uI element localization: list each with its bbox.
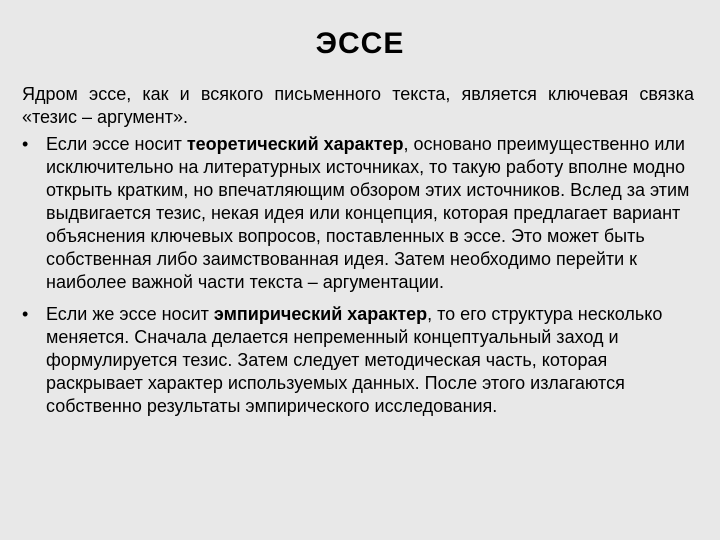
bullet-marker: • bbox=[22, 304, 29, 324]
bullet-text-after: , то его структура несколько меняется. Сначала делается непременный концептуальный заход и формулируется тезис. Затем следует методическая часть, которая раскрывает характер используемых данных. После этого излагаются собственно результаты эмпирического исследования. bbox=[46, 304, 663, 416]
slide-title: ЭССЕ bbox=[315, 27, 405, 60]
bullet-emphasis: эмпирический характер bbox=[213, 304, 428, 324]
intro-paragraph: Ядром эссе, как и всякого письменного текста, является ключевая связка «тезис – аргумент». bbox=[22, 84, 694, 127]
bullet-marker: • bbox=[22, 134, 29, 154]
bullet-item-empirical bbox=[22, 303, 694, 418]
bullet-item-theoretical bbox=[22, 133, 694, 294]
slide-content bbox=[22, 83, 694, 427]
bullet-text-after: , основано преимущественно или исключительно на литературных источниках, то такую работу вполне модно открыть кратким, но впечатляющим обзором этих источников. Вслед за этим выдвигается тезис, некая идея или концепция, которая предлагает вариант объяснения ключевых вопросов, поставленных в эссе. Это может быть собственная либо заимствованная идея. Затем необходимо перейти к наиболее важной части текста – аргументации. bbox=[46, 134, 690, 292]
bullet-text-before: Если же эссе носит bbox=[46, 304, 214, 324]
bullet-text-before: Если эссе носит bbox=[46, 134, 187, 154]
bullet-emphasis: теоретический характер bbox=[186, 134, 404, 154]
bullet-text bbox=[46, 133, 694, 294]
bullet-text bbox=[46, 303, 694, 418]
